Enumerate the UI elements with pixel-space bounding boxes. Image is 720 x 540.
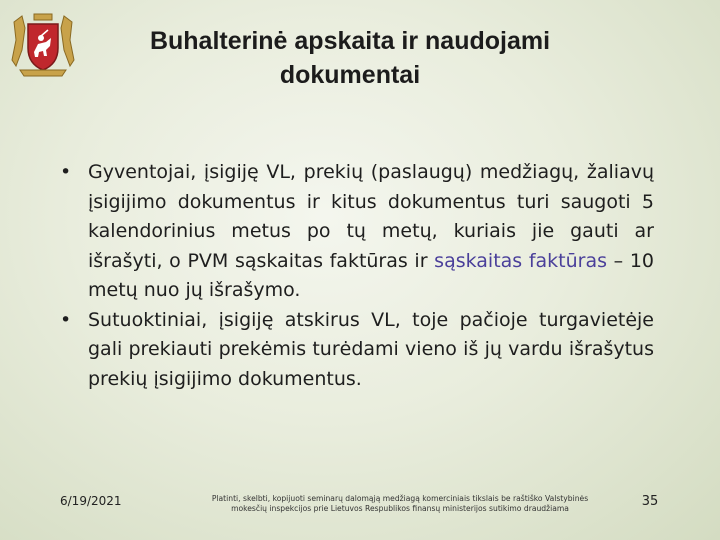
footer-note-line-1: Platinti, skelbti, kopijuoti seminarų dalomąją medžiagą komerciniais tikslais be raštiško Valstybinės — [211, 494, 589, 503]
invoices-hyperlink[interactable]: sąskaitas faktūras — [434, 249, 608, 272]
slide-title-line-1: Buhalterinė apskaita ir naudojami — [149, 27, 551, 55]
slide-title-line-2: dokumentai — [279, 61, 421, 89]
footer-note-line-2: mokesčių inspekcijos prie Lietuvos Respublikos finansų ministerijos sutikimo draudžiama — [231, 504, 569, 513]
bullet-1-text-end: – 10 metų nuo jų išrašymo. — [88, 249, 654, 301]
bullet-item-retention-periods — [56, 158, 654, 306]
bullet-list — [56, 158, 654, 394]
bullet-item-spouses — [56, 306, 654, 395]
bullet-2-text: Sutuoktiniai, įsigiję atskirus VL, toje pačioje turgavietėje gali prekiauti prekėmis turėdami vieno iš jų vardu išrašytus prekių įsigijimo dokumentus. — [88, 308, 654, 390]
bullet-1-text-start: Gyventojai, įsigiję VL, prekių (paslaugų) medžiagų, žaliavų įsigijimo dokumentus ir kitus dokumentus turi saugoti 5 kalendorinius metus po tų metų, kuriais jie gauti ar išrašyti, o PVM sąskaitas faktūras ir — [88, 161, 654, 272]
footer-copyright-note — [190, 494, 610, 514]
footer-date: 6/19/2021 — [60, 494, 122, 508]
coat-of-arms-logo-icon — [10, 10, 76, 78]
slide-title — [100, 24, 600, 92]
page-number: 35 — [641, 494, 659, 509]
